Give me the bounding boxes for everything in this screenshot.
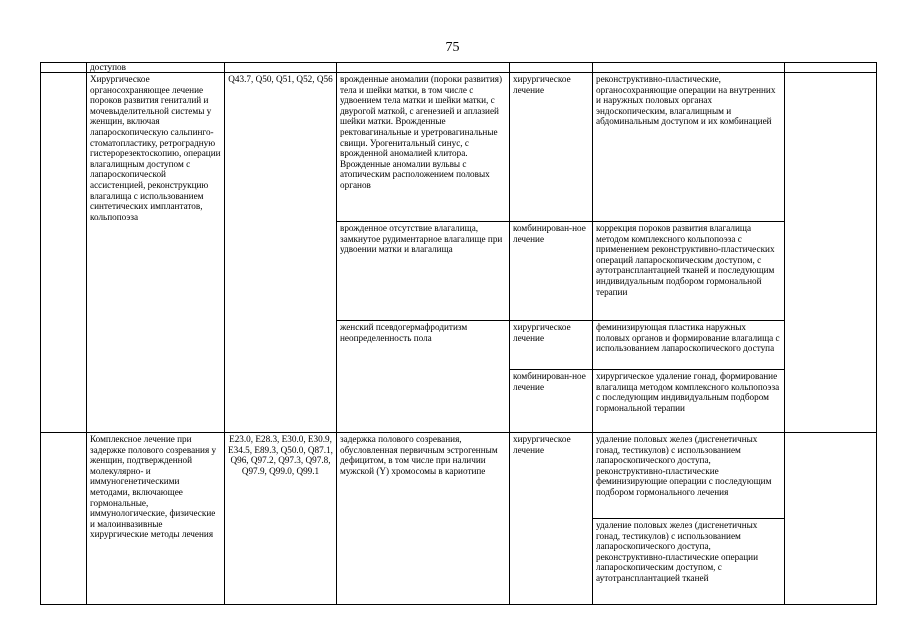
treatment-method: феминизирующая пластика наружных половых органов и формирование влагалища с использованием лапароскопического доступа: [596, 322, 780, 354]
num-cell: [41, 433, 87, 605]
method-cell: [593, 433, 785, 519]
codes-cell: [225, 73, 337, 433]
diagnosis-text: задержка полового созревания, обусловленная первичным эстрогенным дефицитом, в том числе при наличии мужской (Y) хромосомы в кариотипе: [340, 434, 498, 476]
method-cell: [593, 370, 785, 433]
method-cell: [593, 519, 785, 605]
codes-cell: [225, 63, 337, 73]
table-row: [41, 73, 877, 222]
diagnosis-text: врожденные аномалии (пороки развития) тела и шейки матки, в том числе с удвоением тела матки и шейки матки, с двурогой маткой, с агенезией и аплазией шейки матки. Врожденные ректовагинальные и уретровагинальные свищи. Урогенитальный синус, с врожденной аномалией клитора. Врожденные аномалии вульвы с атопическим расположением половых органов: [340, 74, 503, 190]
treatment-method: коррекция пороков развития влагалища методом комплексного кольпопоэза с применением реконструктивно-пластических операций лапароскопическим доступом, с аутотрансплантацией тканей и последующим индивидуальным подбором гормональной терапии: [596, 223, 775, 297]
method-name: Комплексное лечение при задержке полового созревания у женщин, подтвержденной молекулярно- и иммуногенетическими методами, включающее гормональные, иммунологические, физические и малоинвазивные хирургические методы лечения: [90, 434, 217, 540]
icd-codes: E23.0, E28.3, E30.0, E30.9, E34.5, E89.3, Q50.0, Q87.1, Q96, Q97.2, Q97.3, Q97.8, Q97.9, Q99.0, Q99.1: [228, 434, 333, 476]
continued-text: доступов: [90, 62, 126, 72]
method-cell: [593, 321, 785, 370]
method-name-cell: [87, 73, 225, 433]
treatment-method: удаление половых желез (дисгенетичных гонад, тестикулов) с использованием лапароскопического доступа, реконструктивно-пластические операции лапароскопическим доступом, с аутотрансплантацией тканей: [596, 520, 758, 583]
num-cell: [41, 63, 87, 73]
cost-cell: [785, 433, 877, 605]
table-row: [41, 433, 877, 519]
diagnosis-cell: [337, 433, 510, 605]
num-cell: [41, 73, 87, 433]
treatment-type-cell: [510, 321, 593, 370]
treatment-type-cell: [510, 222, 593, 321]
diagnosis-cell: [337, 222, 510, 321]
diagnosis-cell: [337, 73, 510, 222]
treatment-method: реконструктивно-пластические, органосохраняющие операции на внутренних и наружных половых органах эндоскопическим, влагалищным и абдоминальным доступом и их комбинацией: [596, 74, 776, 127]
treatment-type: комбинирован-ное лечение: [513, 223, 586, 244]
method-name-cell: [87, 63, 225, 73]
method-cell: [593, 73, 785, 222]
treatment-type-cell: [510, 433, 593, 605]
treatment-type-cell: [510, 73, 593, 222]
treatment-type: хирургическое лечение: [513, 434, 571, 455]
treatment-type: хирургическое лечение: [513, 74, 571, 95]
codes-cell: [225, 433, 337, 605]
treatment-type-cell: [510, 370, 593, 433]
treatment-method: удаление половых желез (дисгенетичных гонад, тестикулов) с использованием лапароскопического доступа, реконструктивно-пластические феминизирующие операции с последующим подбором гормонального лечения: [596, 434, 772, 497]
diagnosis-text: женский псевдогермафродитизм неопределенность пола: [340, 322, 468, 343]
diagnosis-cell: [337, 321, 510, 433]
cost-cell: [785, 63, 877, 73]
page-number: 75: [445, 40, 460, 55]
method-name-cell: [87, 433, 225, 605]
icd-codes: Q43.7, Q50, Q51, Q52, Q56: [228, 74, 333, 84]
treatment-type: хирургическое лечение: [513, 322, 571, 343]
treatment-method: хирургическое удаление гонад, формирование влагалища методом комплексного кольпопоэза с последующим индивидуальным подбором гормональной терапии: [596, 371, 780, 413]
treatment-type: комбинирован-ное лечение: [513, 371, 586, 392]
method-name: Хирургическое органосохраняющее лечение пороков развития гениталий и мочевыделительной системы у женщин, включая лапароскопическую сальпинго-стоматопластику, ретроградную гистерорезектоскопию, операции влагалищным доступом с лапароскопической ассистенцией, реконструкцию влагалища с использованием синтетических имплантатов, кольпопоэза: [90, 74, 221, 222]
method-cell: [593, 63, 785, 73]
treatment-type-cell: [510, 63, 593, 73]
continuation-row: [41, 63, 877, 73]
method-cell: [593, 222, 785, 321]
diagnosis-text: врожденное отсутствие влагалища, замкнутое рудиментарное влагалище при удвоении матки и влагалища: [340, 223, 503, 255]
treatment-table: [40, 62, 877, 605]
diagnosis-cell: [337, 63, 510, 73]
cost-cell: [785, 73, 877, 433]
